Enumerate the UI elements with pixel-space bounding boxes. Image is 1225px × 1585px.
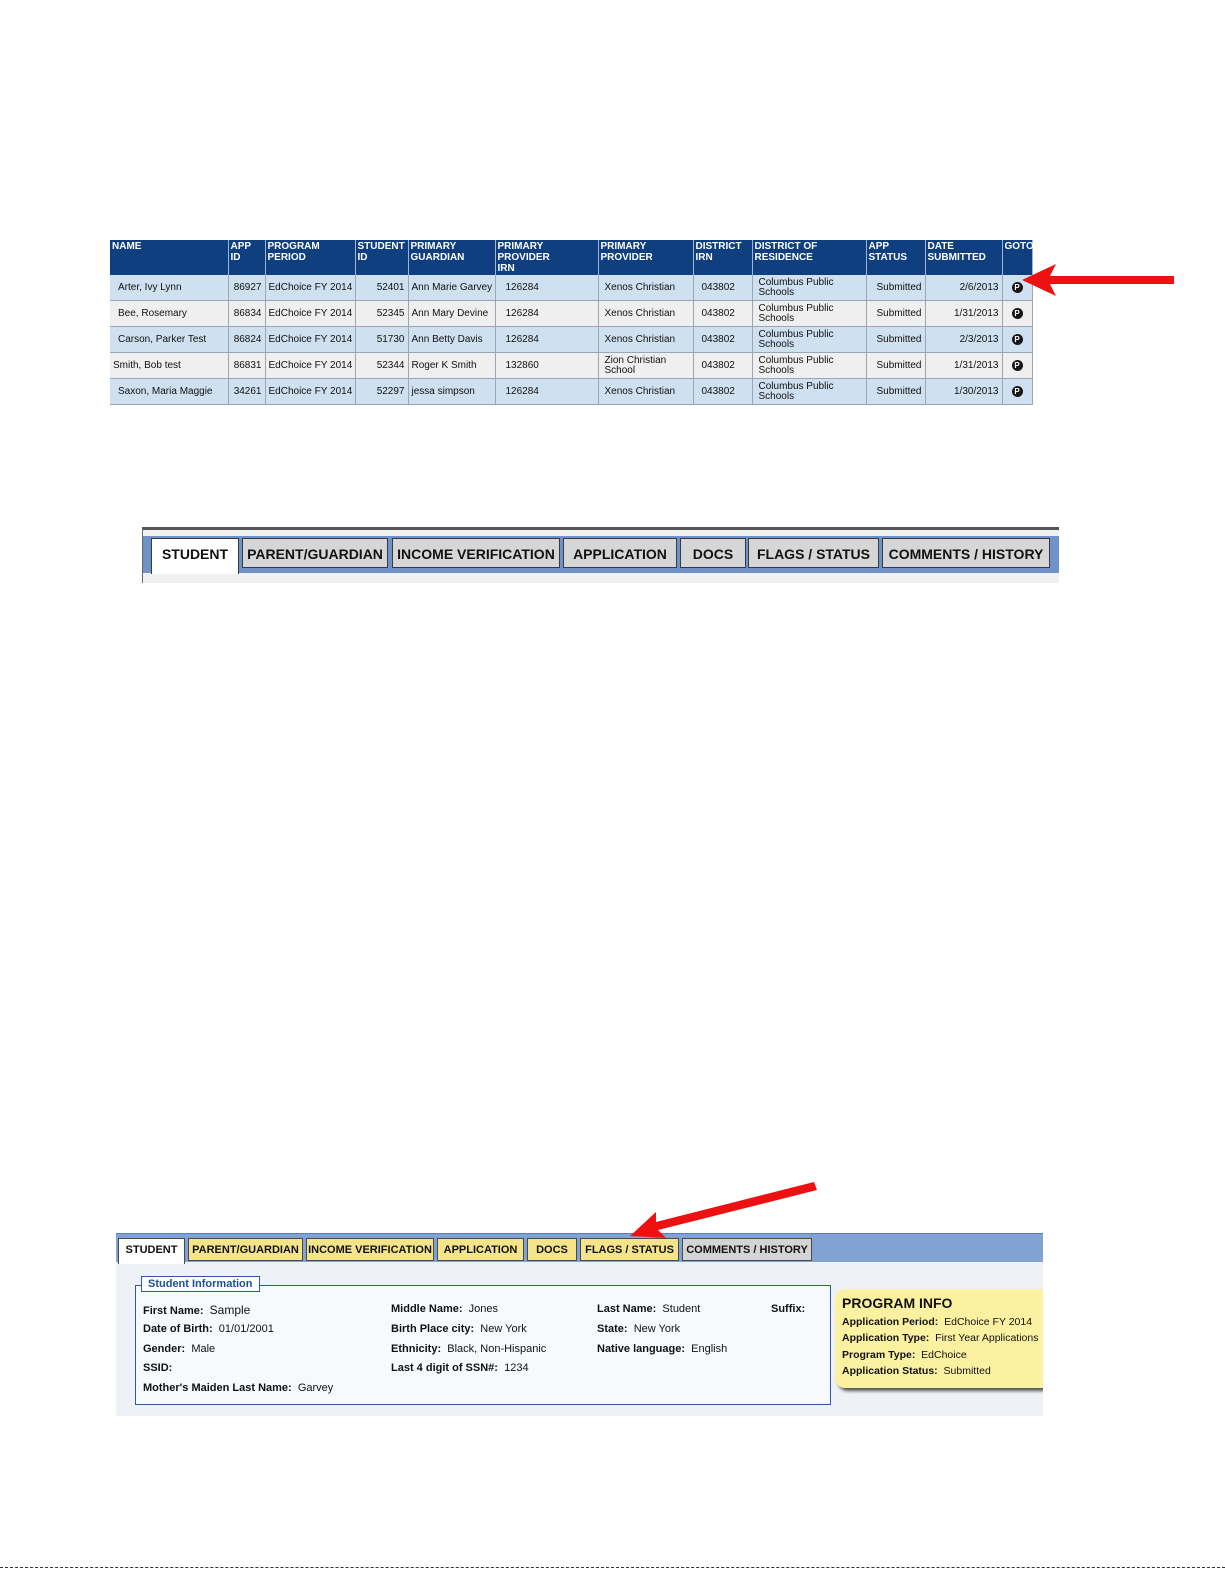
cell-guardian: Ann Marie Garvey (408, 275, 495, 301)
ssn-value: 1234 (504, 1362, 529, 1374)
cell-status: Submitted (866, 353, 925, 379)
table-row[interactable] (110, 275, 1032, 301)
tab-comments-history[interactable]: COMMENTS / HISTORY (682, 1238, 812, 1261)
tab-comments-history[interactable]: COMMENTS / HISTORY (882, 538, 1050, 568)
last-name-label: Last Name: (597, 1303, 657, 1315)
program-type-value: EdChoice (921, 1349, 967, 1361)
first-name-value: Sample (209, 1303, 251, 1317)
column-header[interactable]: DATE SUBMITTED (925, 240, 1002, 275)
cell-provider: Zion Christian School (598, 353, 693, 379)
ethnicity-value: Black, Non-Hispanic (447, 1343, 547, 1355)
middle-name-label: Middle Name: (391, 1303, 463, 1315)
cell-date: 1/31/2013 (925, 301, 1002, 327)
cell-provider-irn: 126284 (495, 379, 598, 405)
application-status-value: Submitted (943, 1365, 991, 1377)
tab-application[interactable]: APPLICATION (563, 538, 677, 568)
cell-guardian: Ann Mary Devine (408, 301, 495, 327)
cell-date: 2/6/2013 (925, 275, 1002, 301)
cell-date: 1/31/2013 (925, 353, 1002, 379)
tab-docs[interactable]: DOCS (680, 538, 746, 568)
cell-goto (1002, 301, 1032, 327)
program-info-title: PROGRAM INFO (842, 1295, 953, 1311)
maiden-name-label: Mother's Maiden Last Name: (143, 1382, 292, 1394)
first-name-field (143, 1303, 250, 1317)
native-language-label: Native language: (597, 1343, 686, 1355)
student-panel (116, 1233, 1043, 1416)
cell-date: 2/3/2013 (925, 327, 1002, 353)
table-row[interactable] (110, 379, 1032, 405)
cell-district: Columbus Public Schools (752, 379, 866, 405)
tab-docs[interactable]: DOCS (527, 1238, 577, 1261)
application-period-value: EdChoice FY 2014 (944, 1316, 1033, 1328)
cell-app-id: 86834 (228, 301, 265, 327)
state-label: State: (597, 1323, 628, 1335)
cell-guardian: Roger K Smith (408, 353, 495, 379)
cell-app-id: 86824 (228, 327, 265, 353)
tab-parent-guardian[interactable]: PARENT/GUARDIAN (188, 1238, 303, 1261)
cell-student-id: 52401 (355, 275, 408, 301)
cell-provider: Xenos Christian (598, 301, 693, 327)
cell-program-period: EdChoice FY 2014 (265, 327, 355, 353)
application-type-label: Application Type: (842, 1332, 930, 1344)
birth-city-field (391, 1323, 527, 1335)
cell-student-id: 52344 (355, 353, 408, 379)
dob-field (143, 1323, 274, 1335)
table-row[interactable] (110, 301, 1032, 327)
application-status-row (842, 1365, 991, 1377)
suffix-field (771, 1303, 805, 1315)
cell-app-id: 34261 (228, 379, 265, 405)
application-period-label: Application Period: (842, 1316, 939, 1328)
column-header[interactable]: STUDENT ID (355, 240, 408, 275)
cell-goto (1002, 379, 1032, 405)
tab-flags-status[interactable]: FLAGS / STATUS (748, 538, 879, 568)
page-divider (0, 1567, 1225, 1568)
cell-district: Columbus Public Schools (752, 301, 866, 327)
application-type-value: First Year Applications (935, 1332, 1039, 1344)
cell-name: Bee, Rosemary (110, 301, 228, 327)
cell-status: Submitted (866, 327, 925, 353)
middle-name-value: Jones (468, 1303, 498, 1315)
cell-district-irn: 043802 (693, 275, 752, 301)
cell-status: Submitted (866, 379, 925, 405)
state-field (597, 1323, 680, 1335)
cell-district: Columbus Public Schools (752, 353, 866, 379)
cell-student-id: 51730 (355, 327, 408, 353)
cell-district-irn: 043802 (693, 327, 752, 353)
middle-name-field (391, 1303, 498, 1315)
cell-name: Arter, Ivy Lynn (110, 275, 228, 301)
tab-flags-status[interactable]: FLAGS / STATUS (580, 1238, 679, 1261)
cell-name: Carson, Parker Test (110, 327, 228, 353)
column-header[interactable]: PRIMARY PROVIDER IRN (495, 240, 598, 275)
cell-guardian: jessa simpson (408, 379, 495, 405)
cell-district-irn: 043802 (693, 379, 752, 405)
column-header[interactable]: PRIMARY PROVIDER (598, 240, 693, 275)
application-type-row (842, 1332, 1038, 1344)
cell-status: Submitted (866, 301, 925, 327)
cell-district: Columbus Public Schools (752, 275, 866, 301)
maiden-name-field (143, 1382, 333, 1394)
tab-income-verification[interactable]: INCOME VERIFICATION (392, 538, 560, 568)
program-type-row (842, 1349, 967, 1361)
goto-icon[interactable]: P (1012, 386, 1023, 397)
table-row[interactable] (110, 353, 1032, 379)
column-header: GOTO (1002, 240, 1032, 275)
dob-label: Date of Birth: (143, 1323, 213, 1335)
program-info-card (835, 1289, 1043, 1388)
cell-district-irn: 043802 (693, 353, 752, 379)
birth-city-value: New York (480, 1323, 527, 1335)
ssn-label: Last 4 digit of SSN#: (391, 1362, 498, 1374)
gender-field (143, 1343, 215, 1355)
column-header[interactable]: NAME (110, 240, 228, 275)
cell-name: Smith, Bob test (110, 353, 228, 379)
cell-provider-irn: 126284 (495, 275, 598, 301)
last-name-value: Student (662, 1303, 701, 1315)
cell-district: Columbus Public Schools (752, 327, 866, 353)
tab-parent-guardian[interactable]: PARENT/GUARDIAN (242, 538, 388, 568)
tab-student[interactable]: STUDENT (151, 538, 239, 574)
red-arrow-icon (626, 1174, 822, 1244)
gender-value: Male (191, 1343, 216, 1355)
first-name-label: First Name: (143, 1305, 204, 1317)
suffix-label: Suffix: (771, 1303, 806, 1315)
cell-provider: Xenos Christian (598, 379, 693, 405)
cell-goto (1002, 353, 1032, 379)
tab-application[interactable]: APPLICATION (437, 1238, 524, 1261)
column-header[interactable]: DISTRICT IRN (693, 240, 752, 275)
cell-provider: Xenos Christian (598, 275, 693, 301)
applications-table-container (110, 240, 1032, 405)
birth-city-label: Birth Place city: (391, 1323, 475, 1335)
last-name-field (597, 1303, 700, 1315)
tab-strip-large (142, 527, 1059, 583)
cell-guardian: Ann Betty Davis (408, 327, 495, 353)
table-row[interactable] (110, 327, 1032, 353)
tab-student[interactable]: STUDENT (118, 1238, 185, 1264)
column-header[interactable]: PRIMARY GUARDIAN (408, 240, 495, 275)
application-period-row (842, 1316, 1032, 1328)
cell-name: Saxon, Maria Maggie (110, 379, 228, 405)
cell-provider-irn: 126284 (495, 301, 598, 327)
cell-district-irn: 043802 (693, 301, 752, 327)
dob-value: 01/01/2001 (218, 1323, 274, 1335)
goto-icon[interactable]: P (1012, 282, 1023, 293)
ethnicity-field (391, 1343, 546, 1355)
tab-income-verification[interactable]: INCOME VERIFICATION (306, 1238, 434, 1261)
state-value: New York (633, 1323, 681, 1335)
ethnicity-label: Ethnicity: (391, 1343, 442, 1355)
cell-app-id: 86831 (228, 353, 265, 379)
applications-table (110, 240, 1033, 405)
table-header-row (110, 240, 1032, 275)
cell-program-period: EdChoice FY 2014 (265, 379, 355, 405)
goto-icon[interactable]: P (1012, 308, 1023, 319)
cell-provider: Xenos Christian (598, 327, 693, 353)
native-language-field (597, 1343, 727, 1355)
cell-status: Submitted (866, 275, 925, 301)
cell-program-period: EdChoice FY 2014 (265, 353, 355, 379)
goto-icon[interactable]: P (1012, 360, 1023, 371)
cell-program-period: EdChoice FY 2014 (265, 275, 355, 301)
cell-provider-irn: 132860 (495, 353, 598, 379)
student-information-legend: Student Information (141, 1276, 260, 1292)
column-header[interactable]: APP STATUS (866, 240, 925, 275)
cell-app-id: 86927 (228, 275, 265, 301)
column-header[interactable]: APP ID (228, 240, 265, 275)
goto-icon[interactable]: P (1012, 334, 1023, 345)
program-type-label: Program Type: (842, 1349, 916, 1361)
cell-provider-irn: 126284 (495, 327, 598, 353)
column-header[interactable]: PROGRAM PERIOD (265, 240, 355, 275)
cell-student-id: 52297 (355, 379, 408, 405)
ssn-field (391, 1362, 529, 1374)
maiden-name-value: Garvey (297, 1382, 334, 1394)
native-language-value: English (691, 1343, 728, 1355)
cell-program-period: EdChoice FY 2014 (265, 301, 355, 327)
cell-goto (1002, 327, 1032, 353)
red-arrow-icon (1020, 262, 1178, 300)
column-header[interactable]: DISTRICT OF RESIDENCE (752, 240, 866, 275)
ssid-field (143, 1362, 172, 1374)
application-status-label: Application Status: (842, 1365, 938, 1377)
cell-student-id: 52345 (355, 301, 408, 327)
ssid-label: SSID: (143, 1362, 173, 1374)
gender-label: Gender: (143, 1343, 186, 1355)
cell-date: 1/30/2013 (925, 379, 1002, 405)
